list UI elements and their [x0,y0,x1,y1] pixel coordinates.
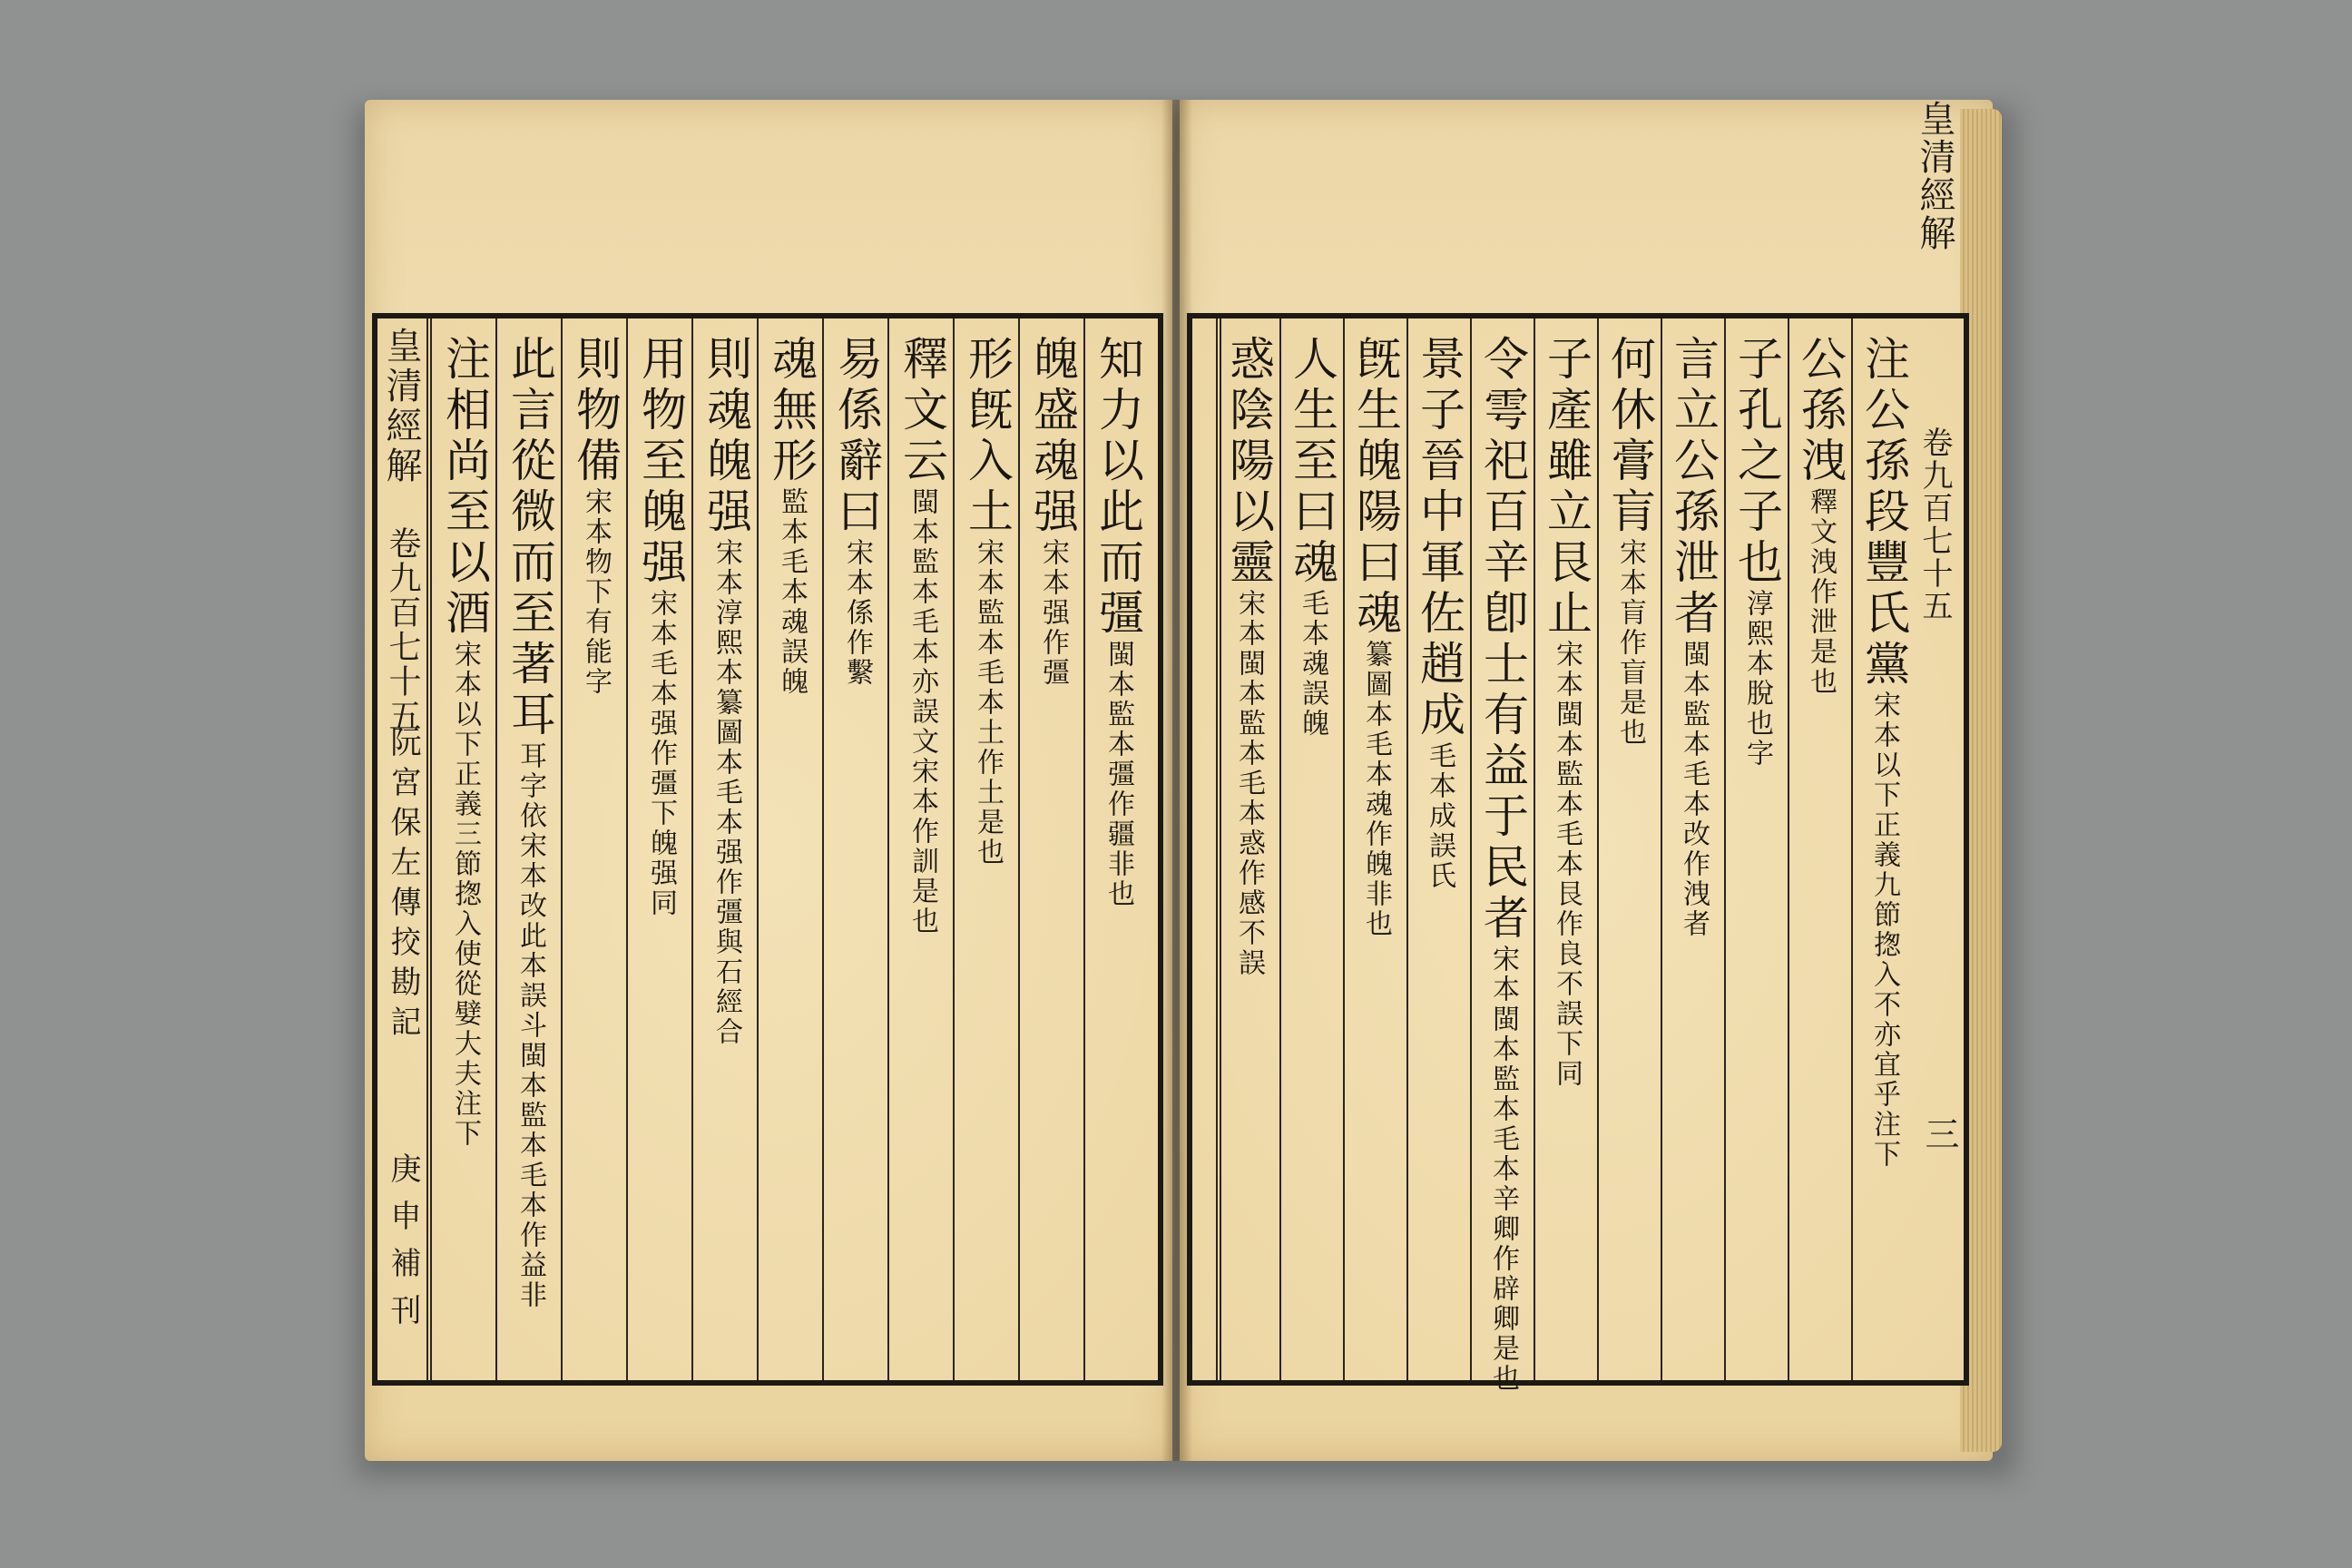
main-text: 人生至曰魂 [1286,335,1338,589]
annotation-text: 宋本閩本監本毛本艮作良不誤下同 [1551,640,1583,1089]
annotation-text: 毛本魂誤魄 [1297,589,1328,739]
main-text: 用物至魄强 [634,335,687,589]
text-column [1085,335,1151,1364]
text-column [693,335,759,1364]
main-text: 公孫洩 [1794,335,1847,487]
main-text: 子孔之子也 [1730,335,1783,589]
text-column [628,335,693,1364]
annotation-text: 宋本物下有能字 [580,487,612,697]
annotation-text: 宋本以下正義三節揔入使從嬖大夫注下 [449,640,481,1149]
main-text: 此言從微而至著耳 [504,335,556,741]
text-column [1218,335,1281,1364]
text-column [1789,335,1853,1364]
main-text: 易係辭曰 [830,335,883,538]
annotation-text: 宋本閩本監本毛本惑作感不誤 [1233,589,1265,978]
annotation-text: 宋本毛本强作彊下魄强同 [645,589,677,918]
right-margin-page: 三 [1919,1116,1959,1151]
main-text: 旣生魄陽曰魂 [1349,335,1402,640]
text-column [1535,335,1599,1364]
left-text-panel [372,313,1163,1386]
main-text: 知力以此而彊 [1092,335,1144,640]
annotation-text: 纂圖本毛本魂作魄非也 [1360,640,1392,939]
text-column [955,335,1020,1364]
annotation-text: 宋本以下正義九節揔入不亦宜乎注下 [1868,691,1900,1170]
left-margin-footer: 庚申補刊 [385,1152,421,1341]
text-column [1472,335,1535,1394]
right-margin-title: 皇清經解 [1914,100,1955,252]
text-column [432,335,497,1364]
annotation-text: 閩本監本毛本亦誤文宋本作訓是也 [906,487,938,936]
annotation-text: 閩本監本彊作疆非也 [1102,640,1134,909]
main-text: 言立公孫泄者 [1667,335,1720,640]
main-text: 注相尚至以酒 [438,335,491,640]
text-column [1853,335,1916,1364]
text-column [497,335,563,1364]
annotation-text: 釋文洩作泄是也 [1805,487,1837,697]
annotation-text: 監本毛本魂誤魄 [776,487,808,697]
main-text: 則物備 [569,335,622,487]
main-text: 注公孫段豐氏黨 [1857,335,1910,691]
annotation-text: 宋本閩本監本毛本辛卿作辟卿是也 [1487,945,1519,1394]
main-text: 魂無形 [765,335,818,487]
text-column [563,335,628,1364]
annotation-text: 宋本强作彊 [1037,538,1069,688]
main-text: 則魂魄强 [700,335,752,538]
main-text: 形旣入土 [961,335,1014,538]
text-column [1408,335,1472,1364]
right-text-panel [1187,313,1969,1394]
main-text: 令雩祀百辛卽士有益于民者 [1476,335,1529,945]
text-column [1020,335,1085,1364]
main-text: 魄盛魂强 [1026,335,1079,538]
text-column [1599,335,1662,1364]
text-column [1662,335,1726,1364]
annotation-text: 宋本肓作盲是也 [1614,538,1646,748]
annotation-text: 宋本監本毛本土作土是也 [972,538,1004,867]
text-column [1345,335,1408,1364]
text-column [889,335,955,1364]
main-text: 惑陰陽以靈 [1222,335,1275,589]
text-column [1281,335,1345,1364]
main-text: 釋文云 [896,335,948,487]
main-text: 何休膏肓 [1603,335,1656,538]
annotation-text: 閩本監本毛本改作洩者 [1678,640,1710,939]
left-margin-volume: 卷九百七十五 [384,526,421,733]
annotation-text: 宋本係作繫 [841,538,873,688]
left-margin-source: 阮宮保左傳挍勘記 [385,726,421,1045]
text-column [824,335,889,1364]
main-text: 子產雖立艮止 [1540,335,1592,640]
main-text: 景子晉中軍佐趙成 [1413,335,1465,741]
left-margin-title: 皇清經解 [380,327,422,486]
annotation-text: 宋本淳熙本纂圖本毛本强作彊與石經合 [710,538,742,1047]
text-column [759,335,824,1364]
annotation-text: 毛本成誤氏 [1424,741,1455,891]
annotation-text: 耳字依宋本改此本誤斗閩本監本毛本作益非 [514,741,546,1310]
right-margin-volume: 卷九百七十五 [1916,426,1953,622]
text-column [1726,335,1789,1364]
annotation-text: 淳熙本脫也字 [1741,589,1773,769]
